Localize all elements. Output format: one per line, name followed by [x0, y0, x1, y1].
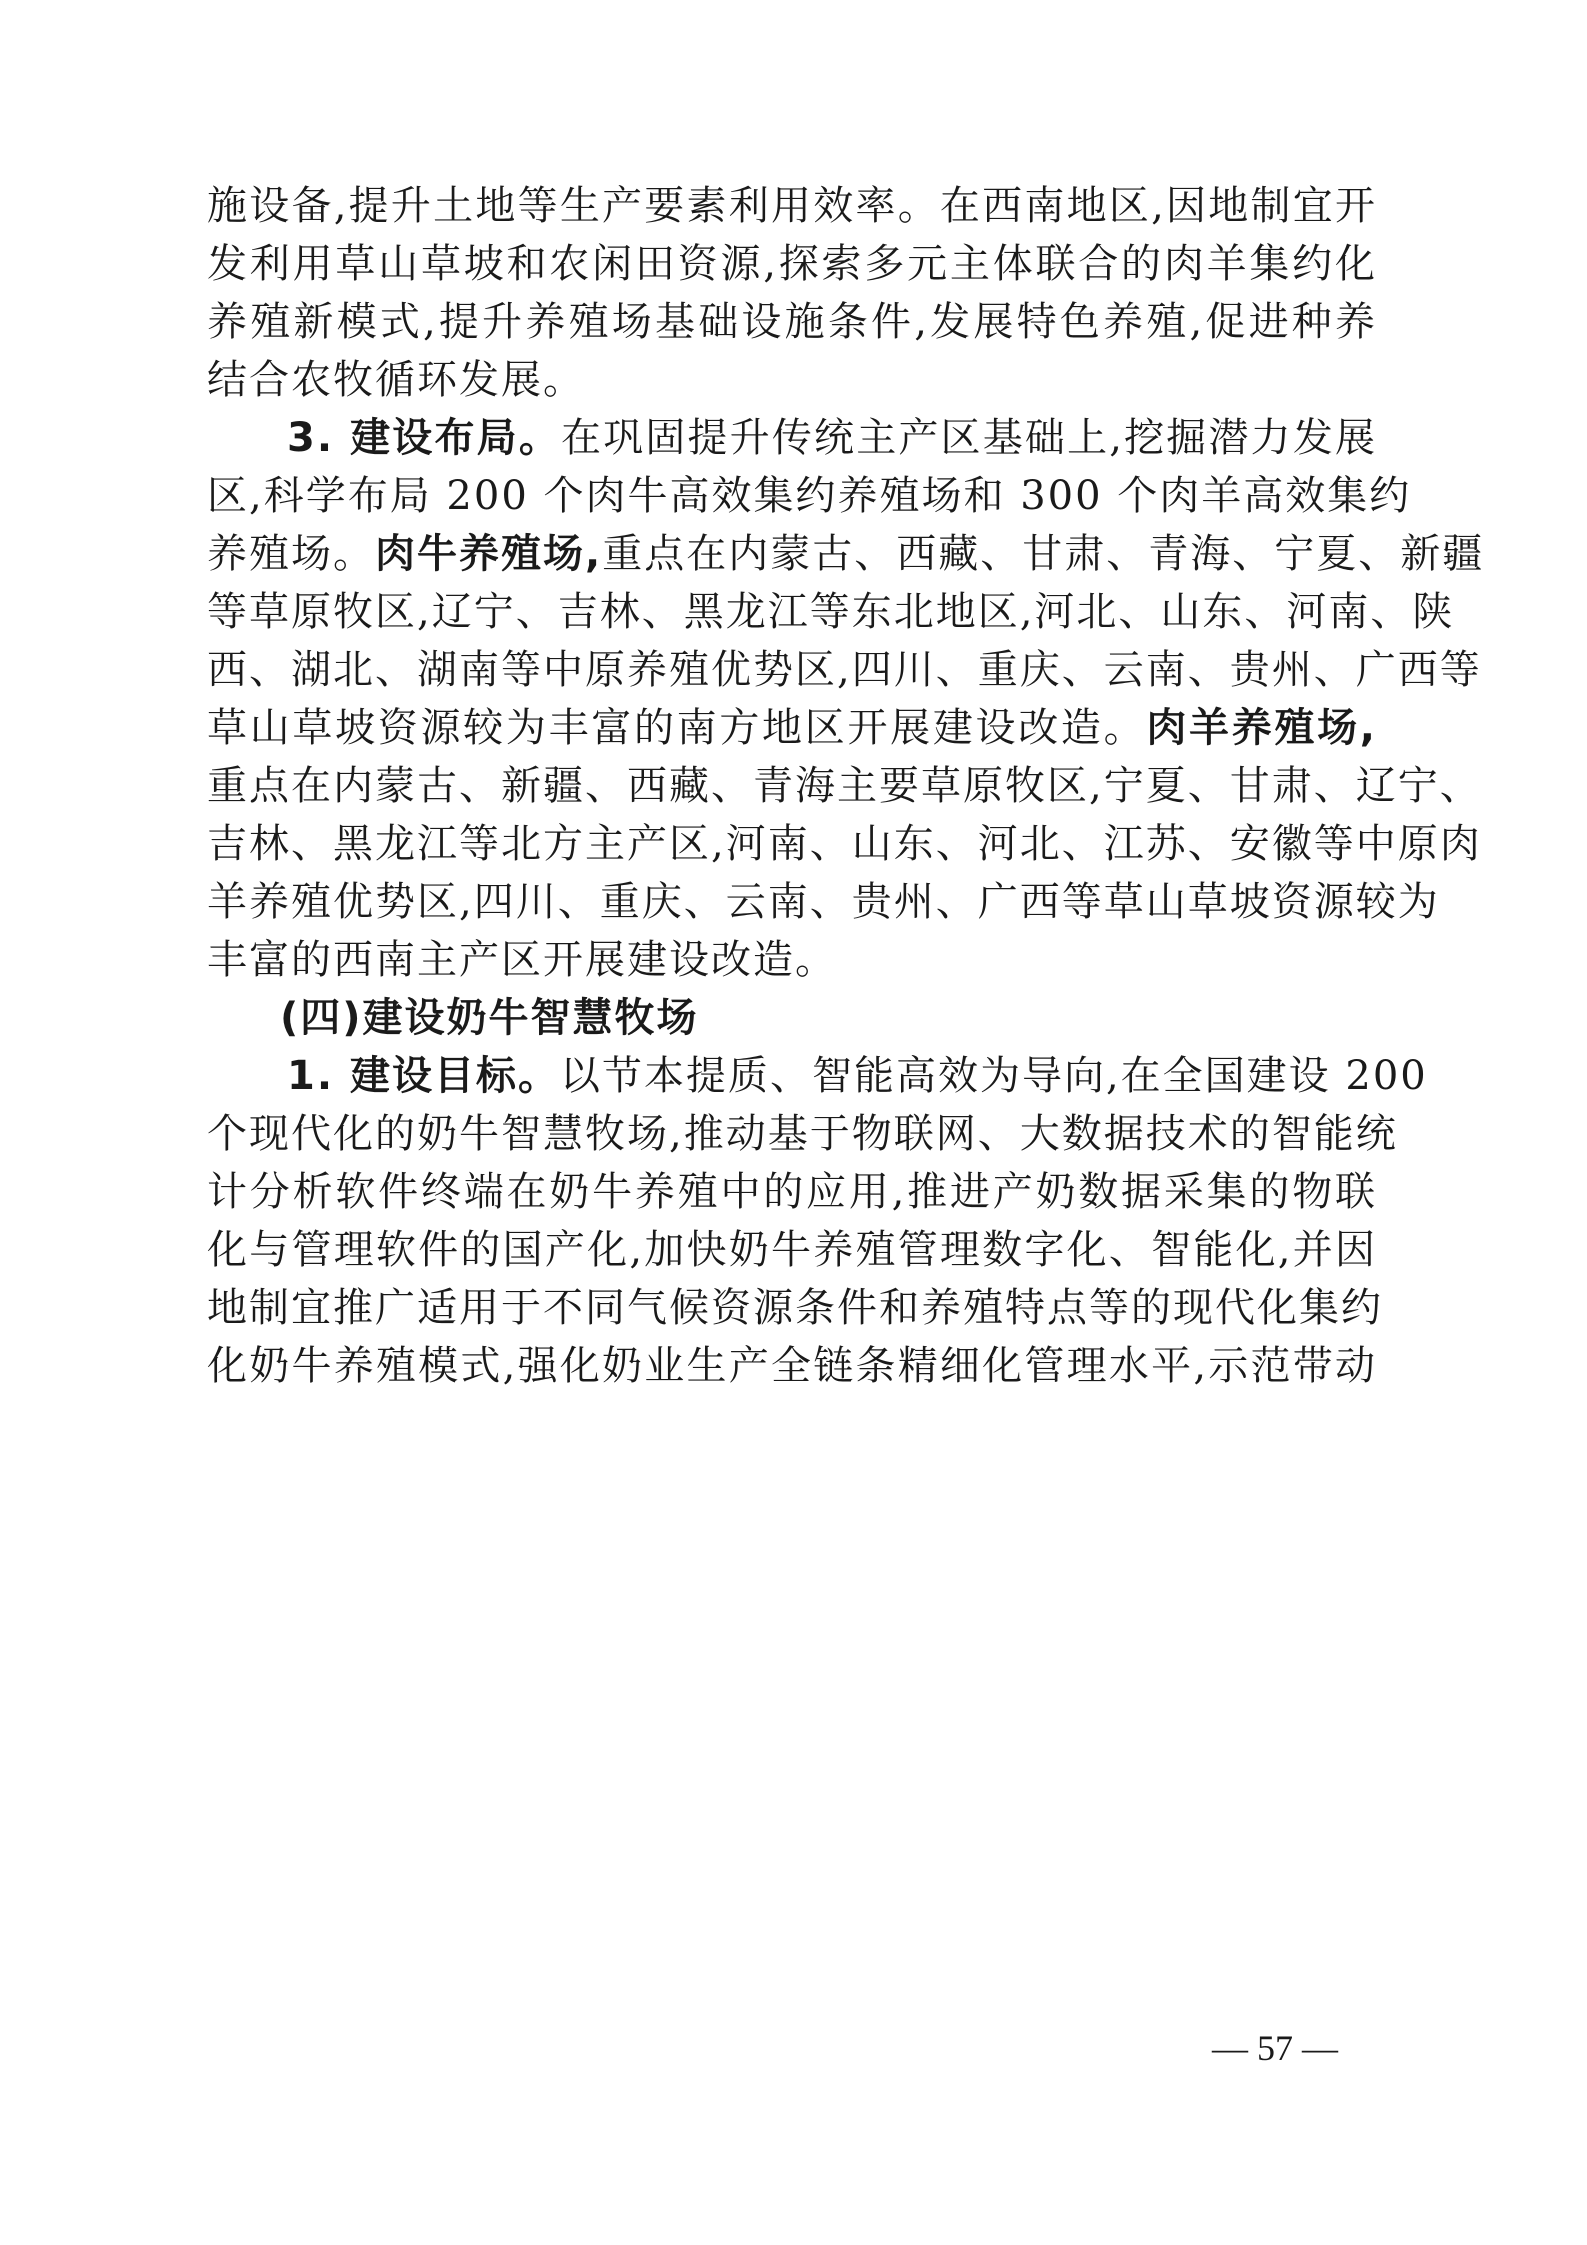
- text-line: 吉林、黑龙江等北方主产区,河南、山东、河北、江苏、安徽等中原肉: [207, 821, 1482, 867]
- text-line: 西、湖北、湖南等中原养殖优势区,四川、重庆、云南、贵州、广西等: [207, 647, 1482, 693]
- bold-term: 肉羊养殖场,: [1146, 705, 1378, 751]
- text-line: 丰富的西南主产区开展建设改造。: [207, 937, 837, 983]
- text-line: 个现代化的奶牛智慧牧场,推动基于物联网、大数据技术的智能统: [207, 1111, 1398, 1157]
- text-line: 养殖新模式,提升养殖场基础设施条件,发展特色养殖,促进种养: [207, 299, 1377, 345]
- text-line: 羊养殖优势区,四川、重庆、云南、贵州、广西等草山草坡资源较为: [207, 879, 1440, 925]
- text-line: 施设备,提升土地等生产要素利用效率。在西南地区,因地制宜开: [207, 183, 1377, 229]
- text-line: [287, 1046, 1428, 1106]
- text-span: 在巩固提升传统主产区基础上,挖掘潜力发展: [561, 415, 1378, 461]
- text-line: [287, 408, 1377, 468]
- text-line: 计分析软件终端在奶牛养殖中的应用,推进产奶数据采集的物联: [207, 1169, 1377, 1215]
- text-line: 结合农牧循环发展。: [207, 357, 585, 403]
- text-span: 重点在内蒙古、西藏、甘肃、青海、宁夏、新疆: [602, 531, 1485, 577]
- text-line: 化与管理软件的国产化,加快奶牛养殖管理数字化、智能化,并因: [207, 1227, 1377, 1273]
- text-span: 草山草坡资源较为丰富的南方地区开展建设改造。: [207, 705, 1147, 751]
- item-heading: 3. 建设布局。: [287, 415, 561, 461]
- page-number: — 57 —: [1212, 2028, 1338, 2068]
- section-heading: (四)建设奶牛智慧牧场: [280, 995, 699, 1041]
- text-line: 重点在内蒙古、新疆、西藏、青海主要草原牧区,宁夏、甘肃、辽宁、: [207, 763, 1482, 809]
- text-line: [207, 698, 1377, 758]
- text-line: 发利用草山草坡和农闲田资源,探索多元主体联合的肉羊集约化: [207, 241, 1377, 287]
- bold-term: 肉牛养殖场,: [375, 531, 603, 577]
- text-line: 等草原牧区,辽宁、吉林、黑龙江等东北地区,河北、山东、河南、陕: [207, 589, 1455, 635]
- text-line: 地制宜推广适用于不同气候资源条件和养殖特点等的现代化集约: [207, 1285, 1383, 1331]
- text-line: [207, 524, 1485, 584]
- text-line: 区,科学布局 200 个肉牛高效集约养殖场和 300 个肉羊高效集约: [207, 473, 1412, 519]
- item-heading: 1. 建设目标。: [287, 1053, 560, 1099]
- text-span: 以节本提质、智能高效为导向,在全国建设 200: [559, 1053, 1428, 1099]
- text-line: 化奶牛养殖模式,强化奶业生产全链条精细化管理水平,示范带动: [207, 1343, 1377, 1389]
- text-span: 养殖场。: [207, 531, 375, 577]
